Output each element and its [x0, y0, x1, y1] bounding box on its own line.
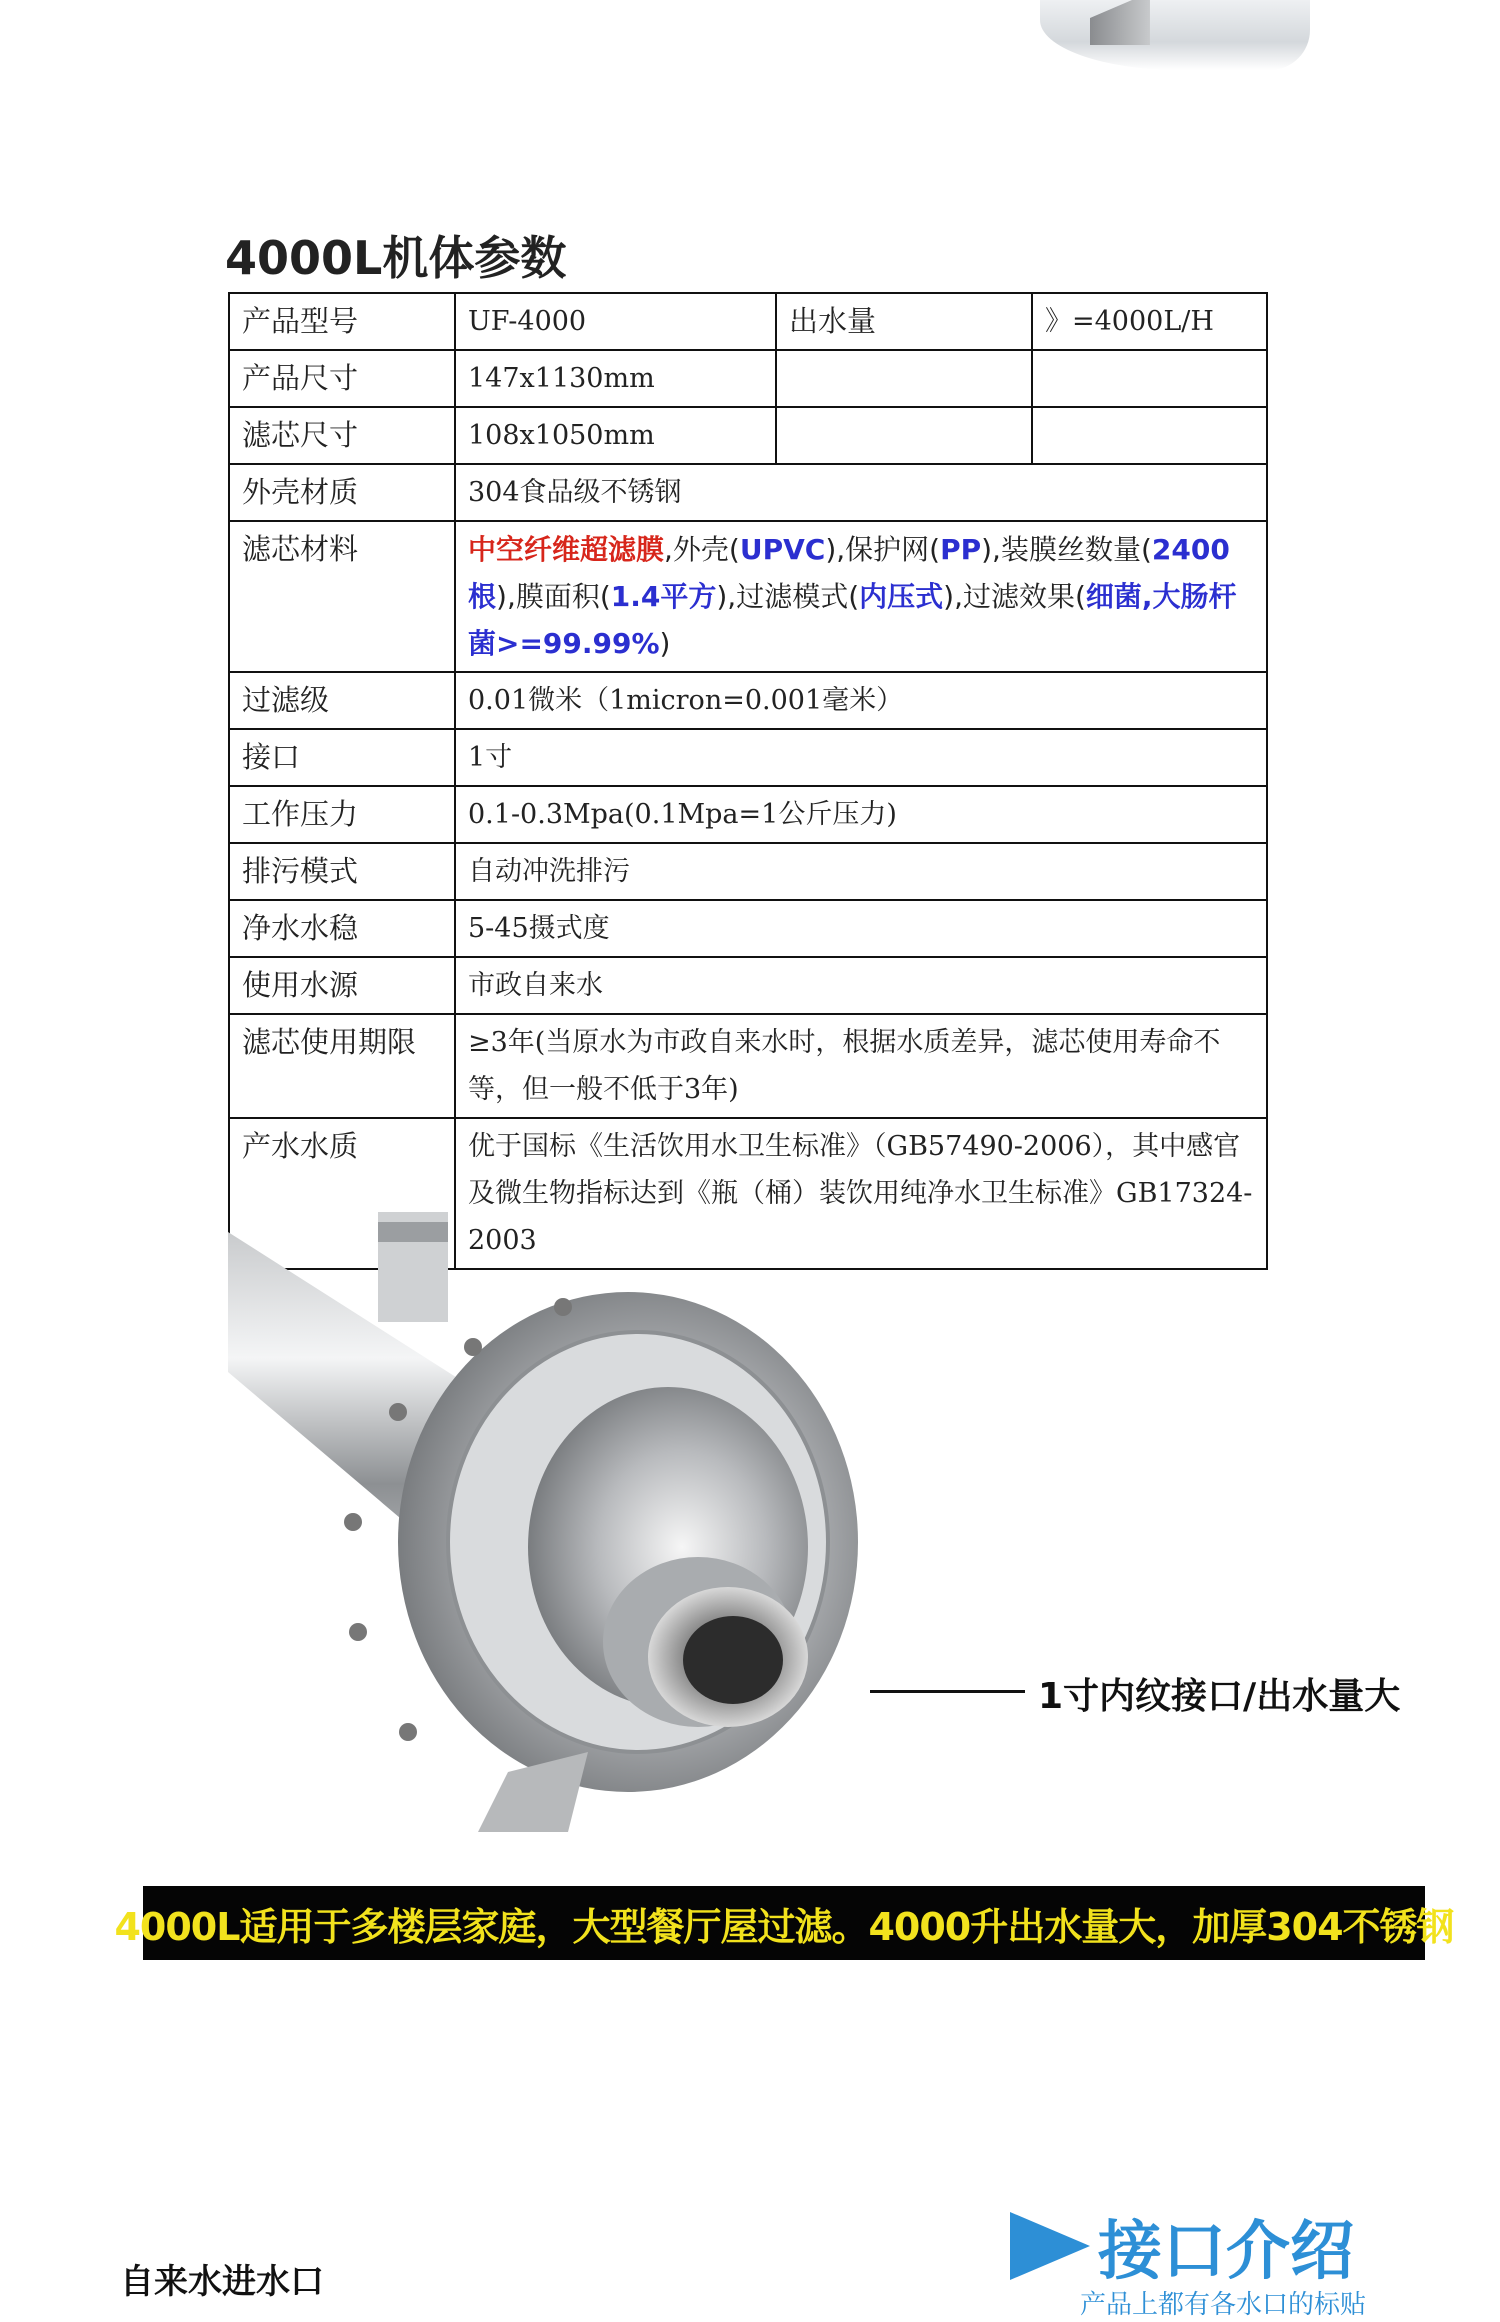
empty-cell — [1032, 350, 1267, 407]
spec-value: 优于国标《生活饮用水卫生标准》（GB57490-2006），其中感官及微生物指标达到《瓶（桶）装饮用纯净水卫生标准》GB17324-2003 — [455, 1118, 1267, 1269]
spec-label: 产品尺寸 — [229, 350, 455, 407]
table-row — [229, 843, 1267, 900]
spec-value-material — [455, 521, 1267, 672]
table-row — [229, 900, 1267, 957]
spec-label: 使用水源 — [229, 957, 455, 1014]
spec-value: 304食品级不锈钢 — [455, 464, 1267, 521]
spec-label: 滤芯尺寸 — [229, 407, 455, 464]
mount-bracket — [1090, 0, 1150, 45]
spec-value: ≥3年(当原水为市政自来水时，根据水质差异，滤芯使用寿命不等，但一般不低于3年) — [455, 1014, 1267, 1118]
empty-cell — [1032, 407, 1267, 464]
spec-value: 自动冲洗排污 — [455, 843, 1267, 900]
page-title: 4000L机体参数 — [225, 231, 567, 285]
inlet-label: 自来水进水口 — [120, 2262, 324, 2302]
promo-banner: 4000L适用于多楼层家庭，大型餐厅屋过滤。4000升出水量大，加厚304不锈钢 — [143, 1886, 1425, 1960]
highlight-text: PP — [940, 533, 982, 566]
spec-label: 外壳材质 — [229, 464, 455, 521]
highlight-text: UPVC — [739, 533, 826, 566]
section-title: 接口介绍 — [1098, 2215, 1354, 2289]
table-row — [229, 672, 1267, 729]
spec-label: 产品型号 — [229, 293, 455, 350]
text: ),过滤模式( — [716, 580, 860, 613]
callout-line — [870, 1690, 1025, 1693]
spec-label: 排污模式 — [229, 843, 455, 900]
table-row — [229, 464, 1267, 521]
text: ),保护网( — [825, 533, 941, 566]
table-row — [229, 957, 1267, 1014]
table-row — [229, 350, 1267, 407]
spec-value: UF-4000 — [455, 293, 776, 350]
stainless-filter-illustration — [228, 1212, 1268, 1832]
highlight-text: 中空纤维超滤膜 — [468, 533, 665, 566]
spec-label: 净水水稳 — [229, 900, 455, 957]
text: ),膜面积( — [496, 580, 611, 613]
spec-value: 0.01微米（1micron=0.001毫米） — [455, 672, 1267, 729]
table-row — [229, 521, 1267, 672]
highlight-text: 1.4平方 — [610, 580, 717, 613]
play-triangle-icon — [1010, 2212, 1090, 2280]
text: ) — [659, 627, 671, 660]
spec-label: 出水量 — [776, 293, 1032, 350]
highlight-text: 2400根 — [468, 533, 1230, 613]
section-header — [1010, 2200, 1354, 2292]
section-subtitle: 产品上都有各水口的标贴 — [1080, 2290, 1367, 2320]
spec-value: 0.1-0.3Mpa(0.1Mpa=1公斤压力) — [455, 786, 1267, 843]
table-row — [229, 1014, 1267, 1118]
spec-label: 产水水质 — [229, 1118, 455, 1269]
text: ),过滤效果( — [943, 580, 1086, 613]
spec-label: 滤芯材料 — [229, 521, 455, 672]
callout-label: 1寸内纹接口/出水量大 — [1038, 1676, 1401, 1717]
text: ,外壳( — [664, 533, 740, 566]
table-row — [229, 729, 1267, 786]
highlight-text: 内压式 — [859, 580, 944, 613]
spec-value: 市政自来水 — [455, 957, 1267, 1014]
table-row — [229, 786, 1267, 843]
spec-label: 滤芯使用期限 — [229, 1014, 455, 1118]
table-row — [229, 293, 1267, 350]
spec-value: 5-45摄式度 — [455, 900, 1267, 957]
empty-cell — [776, 350, 1032, 407]
spec-label: 工作压力 — [229, 786, 455, 843]
text: ),装膜丝数量( — [981, 533, 1152, 566]
product-photo-stainless-housing — [228, 1212, 1268, 1832]
product-photo-top-fragment — [1040, 0, 1310, 70]
table-row — [229, 407, 1267, 464]
spec-table — [228, 292, 1268, 1270]
spec-value: 108x1050mm — [455, 407, 776, 464]
spec-value: 1寸 — [455, 729, 1267, 786]
spec-value: 》=4000L/H — [1032, 293, 1267, 350]
empty-cell — [776, 407, 1032, 464]
spec-value: 147x1130mm — [455, 350, 776, 407]
spec-label: 接口 — [229, 729, 455, 786]
highlight-text: 细菌,大肠杆菌>=99.99% — [468, 580, 1237, 660]
spec-label: 过滤级 — [229, 672, 455, 729]
